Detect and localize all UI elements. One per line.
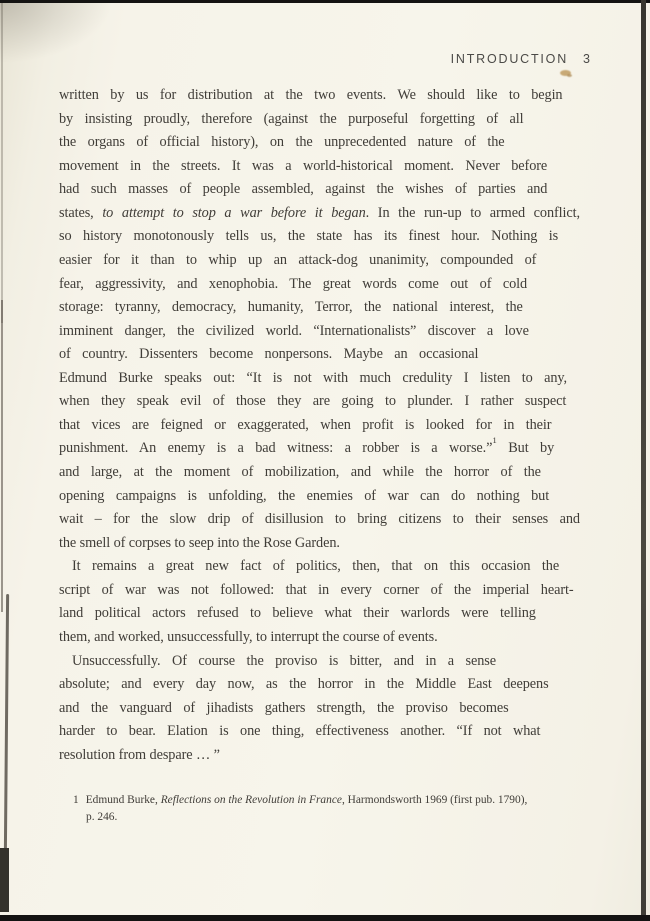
footnote-number: 1 [73,794,79,806]
text-line: absolute; and every day now, as the horror in the Middle East deepens [59,676,549,693]
text-line: punishment. An enemy is a bad witness: a robber is a worse.”$^1$ But by [59,434,555,457]
page-number: 3 [583,52,590,66]
scan-edge-left [1,3,3,323]
text-line: them, and worked, unsuccessfully, to interrupt the course of events. [59,628,438,645]
text-line: so history monotonously tells us, the state has its finest hour. Nothing is [59,228,559,245]
footnote-line [73,792,603,809]
text-line: states, to attempt to stop a war before it began. In the run-up to armed conflict, [59,204,581,221]
text-line: imminent danger, the civilized world. “Internationalists” discover a love [59,322,529,339]
text-line: the organs of official history), on the unprecedented nature of the [59,134,505,151]
text-line: when they speak evil of those they are going to plunder. I rather suspect [59,393,567,410]
text-line: storage: tyranny, democracy, humanity, Terror, the national interest, the [59,299,523,316]
footnote-line: p. 246. [86,811,118,823]
scan-edge-left-corner [0,848,9,912]
text-line: land political actors refused to believe what their warlords were telling [59,605,536,622]
text-line: movement in the streets. It was a world-historical moment. Never before [59,157,548,174]
text-line: fear, aggressivity, and xenophobia. The great words come out of cold [59,275,528,292]
text-line: easier for it than to whip up an attack-dog unanimity, compounded of [59,251,537,268]
footnote [73,792,603,826]
chapter-title: INTRODUCTION [450,52,569,66]
text-line: by insisting proudly, therefore (against the purposeful forgetting of all [59,110,524,127]
text-line: the smell of corpses to seep into the Rose Garden. [59,534,340,551]
scan-edge-bottom [0,915,650,921]
text-line: resolution from despare … ” [59,746,220,763]
text-line: had such masses of people assembled, against the wishes of parties and [59,181,548,198]
scan-edge-right [641,0,646,921]
text-line: wait – for the slow drip of disillusion to bring citizens to their senses and [59,511,580,528]
stain-speck [567,74,572,77]
text-line: Edmund Burke speaks out: “It is not with much credulity I listen to any, [59,369,568,386]
scan-edge-left [4,594,9,852]
running-head [59,52,590,66]
text-line: written by us for distribution at the two events. We should like to begin [59,87,563,103]
text-line: and large, at the moment of mobilization, and while the horror of the [59,464,541,480]
text-line: script of war was not followed: that in every corner of the imperial heart- [59,581,574,598]
text-line: Unsuccessfully. Of course the proviso is bitter, and in a sense [72,652,496,669]
scan-edge-left [1,300,3,612]
text-line: of country. Dissenters become nonpersons. Maybe an occasional [59,346,479,363]
footnote-text: Edmund Burke, Reflections on the Revolution in France, Harmondsworth 1969 (first pub. 1790), [85,794,528,806]
text-block [59,84,580,767]
text-line: harder to bear. Elation is one thing, effectiveness another. “If not what [59,723,541,740]
text-line: and the vanguard of jihadists gathers strength, the proviso becomes [59,699,509,716]
text-line: opening campaigns is unfolding, the enemies of war can do nothing but [59,487,550,504]
text-line: It remains a great new fact of politics, then, that on this occasion the [72,558,560,575]
scan-edge-top [0,0,650,3]
text-line: that vices are feigned or exaggerated, when profit is looked for in their [59,416,552,433]
